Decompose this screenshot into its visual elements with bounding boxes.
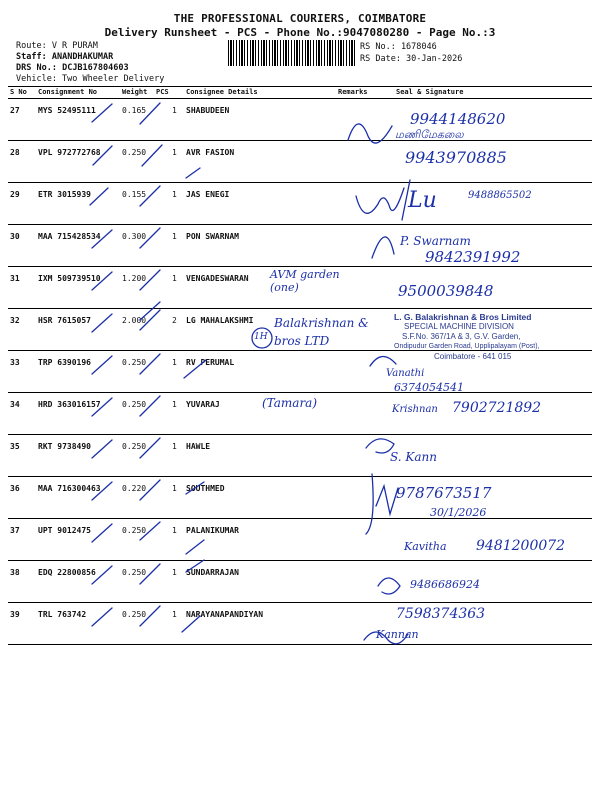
row-consignment: HSR 7615057 <box>38 316 91 325</box>
col-consignment: Consignment No <box>38 88 98 96</box>
row-consignment: MYS 52495111 <box>38 106 96 115</box>
stamp-line-2: SPECIAL MACHINE DIVISION <box>404 322 514 331</box>
staff-name: ANANDHAKUMAR <box>51 52 114 62</box>
row-pcs: 1 <box>172 358 177 367</box>
row-consignee: LG MAHALAKSHMI <box>186 316 254 325</box>
drs-label: DRS No.: <box>16 63 57 73</box>
company-stamp <box>394 312 569 362</box>
hw-row32-tag: 1H <box>254 332 268 342</box>
row-weight: 0.155 <box>122 190 147 199</box>
vehicle-label: Vehicle: Two Wheeler Delivery <box>16 74 165 84</box>
runsheet-subtitle: Delivery Runsheet - PCS - Phone No.:9047080280 - Page No.:3 <box>104 26 496 39</box>
hw-row33-phone: 6374054541 <box>394 381 464 394</box>
row-consignee: SHABUDEEN <box>186 106 230 115</box>
row-consignment: TRP 6390196 <box>38 358 91 367</box>
hw-row37-phone: 9481200072 <box>476 538 566 554</box>
drs-row <box>16 63 129 73</box>
row-pcs: 1 <box>172 232 177 241</box>
table-row <box>8 182 592 225</box>
row-weight: 0.220 <box>122 484 147 493</box>
row-weight: 2.000 <box>122 316 147 325</box>
hw-row38-phone: 9486686924 <box>410 578 480 591</box>
row-consignment: HRD 363016157 <box>38 400 101 409</box>
stamp-line-1: L. G. Balakrishnan & Bros Limited <box>394 312 532 322</box>
hw-row39-name: Kannan <box>376 628 419 641</box>
row-weight: 0.250 <box>122 526 147 535</box>
company-title: THE PROFESSIONAL COURIERS, COIMBATORE <box>173 12 427 25</box>
hw-row36-phone: 9787673517 <box>396 484 492 502</box>
col-pcs: PCS <box>156 88 169 96</box>
row-weight: 0.250 <box>122 610 147 619</box>
row-consignee: HAWLE <box>186 442 211 451</box>
table-row <box>8 434 592 477</box>
hw-row33-name: Vanathi <box>386 368 425 379</box>
row-sno: 34 <box>10 400 20 409</box>
row-sno: 39 <box>10 610 20 619</box>
staff-row <box>16 52 113 62</box>
rs-number: RS No.: 1678046 <box>360 42 437 52</box>
row-pcs: 1 <box>172 610 177 619</box>
hw-row39-phone: 7598374363 <box>396 606 486 622</box>
stamp-line-4: Ondipudur Garden Road, Upplipalayam (Post), <box>394 343 540 350</box>
row-sno: 27 <box>10 106 20 115</box>
col-consignee: Consignee Details <box>186 88 258 96</box>
row-pcs: 1 <box>172 148 177 157</box>
row-sno: 28 <box>10 148 20 157</box>
row-consignment: TRL 763742 <box>38 610 87 619</box>
row-consignee: NARAYANAPANDIYAN <box>186 610 264 619</box>
row-pcs: 1 <box>172 274 177 283</box>
row-pcs: 1 <box>172 442 177 451</box>
row-weight: 0.165 <box>122 106 147 115</box>
row-sno: 35 <box>10 442 20 451</box>
row-consignment: EDQ 22800856 <box>38 568 96 577</box>
col-weight: Weight <box>122 88 148 96</box>
row-consignee: SUNDARRAJAN <box>186 568 239 577</box>
hw-row34-phone: 7902721892 <box>452 400 542 416</box>
row-consignment: ETR 3015939 <box>38 190 91 199</box>
hw-row28-phone: 9943970885 <box>405 148 507 167</box>
col-sno: S No <box>10 88 27 96</box>
row-consignee: YUVARAJ <box>186 400 220 409</box>
row-consignee: JAS ENEGI <box>186 190 230 199</box>
hw-row34-note: (Tamara) <box>262 396 318 410</box>
hw-row31-note: AVM garden (one) <box>270 268 340 294</box>
row-consignment: VPL 972772768 <box>38 148 101 157</box>
row-weight: 0.250 <box>122 400 147 409</box>
staff-label: Staff: <box>16 52 47 62</box>
row-consignee: AVR FASION <box>186 148 235 157</box>
barcode-image <box>228 40 356 66</box>
table-row <box>8 560 592 603</box>
row-pcs: 1 <box>172 526 177 535</box>
row-pcs: 2 <box>172 316 177 325</box>
stamp-line-5: Coimbatore - 641 015 <box>434 352 512 361</box>
row-sno: 31 <box>10 274 20 283</box>
row-consignee: PON SWARNAM <box>186 232 239 241</box>
hw-row37-name: Kavitha <box>404 540 447 553</box>
row-weight: 0.250 <box>122 148 147 157</box>
col-remarks: Remarks <box>338 88 368 96</box>
row-sno: 38 <box>10 568 20 577</box>
hw-row30-phone: 9842391992 <box>425 248 521 266</box>
hw-row32-note: Balakrishnan & bros LTD <box>274 316 369 348</box>
row-consignment: IXM 509739510 <box>38 274 101 283</box>
hw-row34-name: Krishnan <box>392 404 438 415</box>
hw-row27-phone: 9944148620 <box>410 110 506 128</box>
row-weight: 0.250 <box>122 442 147 451</box>
hw-row30-name: P. Swarnam <box>400 234 471 248</box>
drs-number: DCJB167804603 <box>62 63 129 73</box>
row-weight: 0.250 <box>122 358 147 367</box>
route-label: Route: V R PURAM <box>16 41 98 51</box>
stamp-line-3: S.F.No. 367/1A & 3, G.V. Garden, <box>402 332 521 341</box>
row-weight: 0.300 <box>122 232 147 241</box>
row-sno: 29 <box>10 190 20 199</box>
row-sno: 32 <box>10 316 20 325</box>
row-consignment: RKT 9738490 <box>38 442 91 451</box>
row-consignee: SOUTHMED <box>186 484 225 493</box>
row-consignment: MAA 716300463 <box>38 484 101 493</box>
col-seal: Seal & Signature <box>396 88 464 96</box>
row-pcs: 1 <box>172 106 177 115</box>
row-sno: 37 <box>10 526 20 535</box>
row-pcs: 1 <box>172 568 177 577</box>
row-pcs: 1 <box>172 484 177 493</box>
row-consignee: VENGADESWARAN <box>186 274 249 283</box>
row-sno: 30 <box>10 232 20 241</box>
hw-row36-date: 30/1/2026 <box>430 506 487 519</box>
hw-row31-phone: 9500039848 <box>398 282 494 300</box>
row-sno: 36 <box>10 484 20 493</box>
row-pcs: 1 <box>172 190 177 199</box>
row-consignee: PALANIKUMAR <box>186 526 239 535</box>
row-sno: 33 <box>10 358 20 367</box>
row-pcs: 1 <box>172 400 177 409</box>
row-consignment: UPT 9012475 <box>38 526 91 535</box>
table-row <box>8 602 592 645</box>
row-weight: 1.200 <box>122 274 147 283</box>
row-consignee: RV PERUMAL <box>186 358 235 367</box>
hw-row29-phone: 9488865502 <box>468 190 532 201</box>
rs-date: RS Date: 30-Jan-2026 <box>360 54 463 64</box>
hw-row35-sign: S. Kann <box>390 450 437 464</box>
row-consignment: MAA 715428534 <box>38 232 101 241</box>
table-row <box>8 476 592 519</box>
row-weight: 0.250 <box>122 568 147 577</box>
hw-row27-name: மணிமேகலை <box>395 128 464 141</box>
hw-row29-sign: Lu <box>408 188 437 213</box>
